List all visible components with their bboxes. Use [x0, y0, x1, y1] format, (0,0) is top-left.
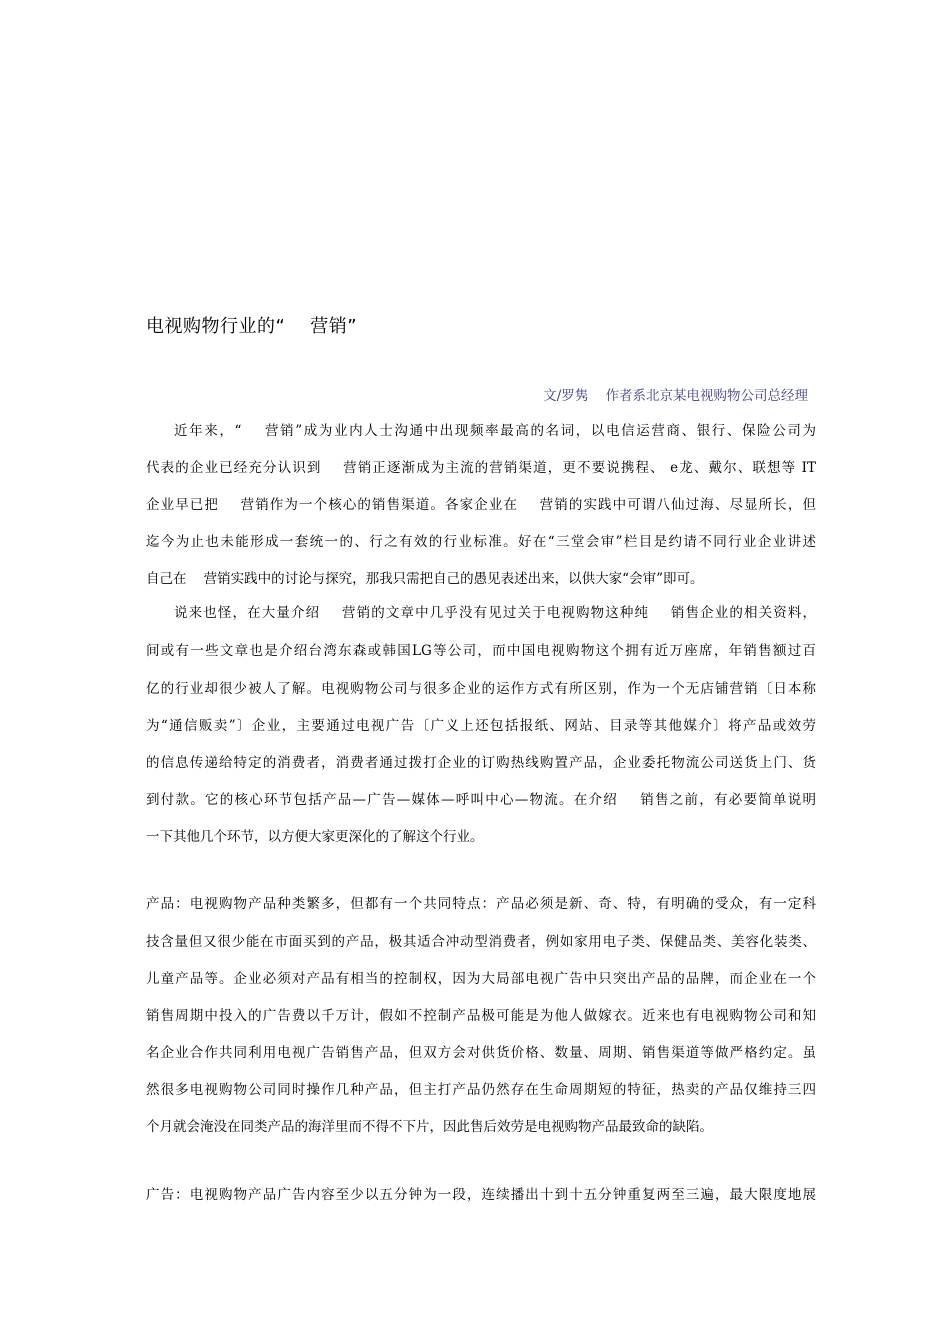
paragraph-line: 然很多电视购物公司同时操作几种产品，但主打产品仍然存在生命周期短的特征，热卖的产品仅维持三四: [146, 1082, 816, 1098]
paragraph-line: 代表的企业已经充分认识到 营销正逐渐成为主流的营销渠道，更不要说携程、 e龙、戴尔、联想等 IT: [146, 460, 816, 476]
byline-author: 文/罗隽: [543, 388, 589, 404]
paragraph-line: 间或有一些文章也是介绍台湾东森或韩国LG等公司，而中国电视购物这个拥有近万座席，年销售额过百: [146, 643, 816, 659]
paragraph-line: 的信息传递给特定的消费者，消费者通过拨打企业的订购热线购置产品，企业委托物流公司送货上门、货: [146, 755, 816, 771]
article-title: 电视购物行业的“ 营销”: [146, 316, 358, 337]
paragraph-line: 企业早已把 营销作为一个核心的销售渠道。各家企业在 营销的实践中可谓八仙过海、尽显所长，但: [146, 497, 816, 513]
paragraph-line: 自己在 营销实践中的讨论与探究，那我只需把自己的愚见表述出来，以供大家“会审”即可。: [146, 571, 704, 587]
paragraph-line: 销售周期中投入的广告费以千万计，假如不控制产品极可能是为他人做嫁衣。近来也有电视购物公司和知: [146, 1008, 816, 1024]
paragraph-line: 近年来，“ 营销”成为业内人士沟通中出现频率最高的名词，以电信运营商、银行、保险公司为: [174, 423, 816, 439]
paragraph-line: 为“通信贩卖”〕企业，主要通过电视广告〔广义上还包括报纸、网站、目录等其他媒介〕将产品或效劳: [146, 718, 816, 734]
byline-role: 作者系北京某电视购物公司总经理: [605, 388, 808, 404]
paragraph-line: 个月就会淹没在同类产品的海洋里而不得不下片，因此售后效劳是电视购物产品最致命的缺陷。: [146, 1119, 713, 1135]
paragraph-line: 亿的行业却很少被人了解。电视购物公司与很多企业的运作方式有所区别，作为一个无店铺营销〔日本称: [146, 681, 816, 697]
paragraph-line: 到付款。它的核心环节包括产品—广告—媒体—呼叫中心—物流。在介绍 销售之前，有必要简单说明: [146, 792, 816, 808]
paragraph-line: 名企业合作共同利用电视广告销售产品，但双方会对供货价格、数量、周期、销售渠道等做严格约定。虽: [146, 1045, 816, 1061]
paragraph-line: 迄今为止也未能形成一套统一的、行之有效的行业标准。好在“三堂会审”栏目是约请不同行业企业讲述: [146, 534, 816, 550]
article-byline: [543, 386, 808, 406]
paragraph-line: 产品：电视购物产品种类繁多，但都有一个共同特点：产品必须是新、奇、特，有明确的受众，有一定科: [146, 896, 816, 912]
paragraph-line: 儿童产品等。企业必须对产品有相当的控制权，因为大局部电视广告中只突出产品的品牌，而企业在一个: [146, 971, 816, 987]
paragraph-line: 广告：电视购物产品广告内容至少以五分钟为一段，连续播出十到十五分钟重复两至三遍，最大限度地展: [146, 1187, 816, 1203]
paragraph-line: 说来也怪，在大量介绍 营销的文章中几乎没有见过关于电视购物这种纯 销售企业的相关资料，: [174, 605, 816, 621]
paragraph-line: 技含量但又很少能在市面买到的产品，极其适合冲动型消费者，例如家用电子类、保健品类、美容化装类、: [146, 934, 816, 950]
paragraph-line: 一下其他几个环节，以方便大家更深化的了解这个行业。: [146, 829, 484, 845]
